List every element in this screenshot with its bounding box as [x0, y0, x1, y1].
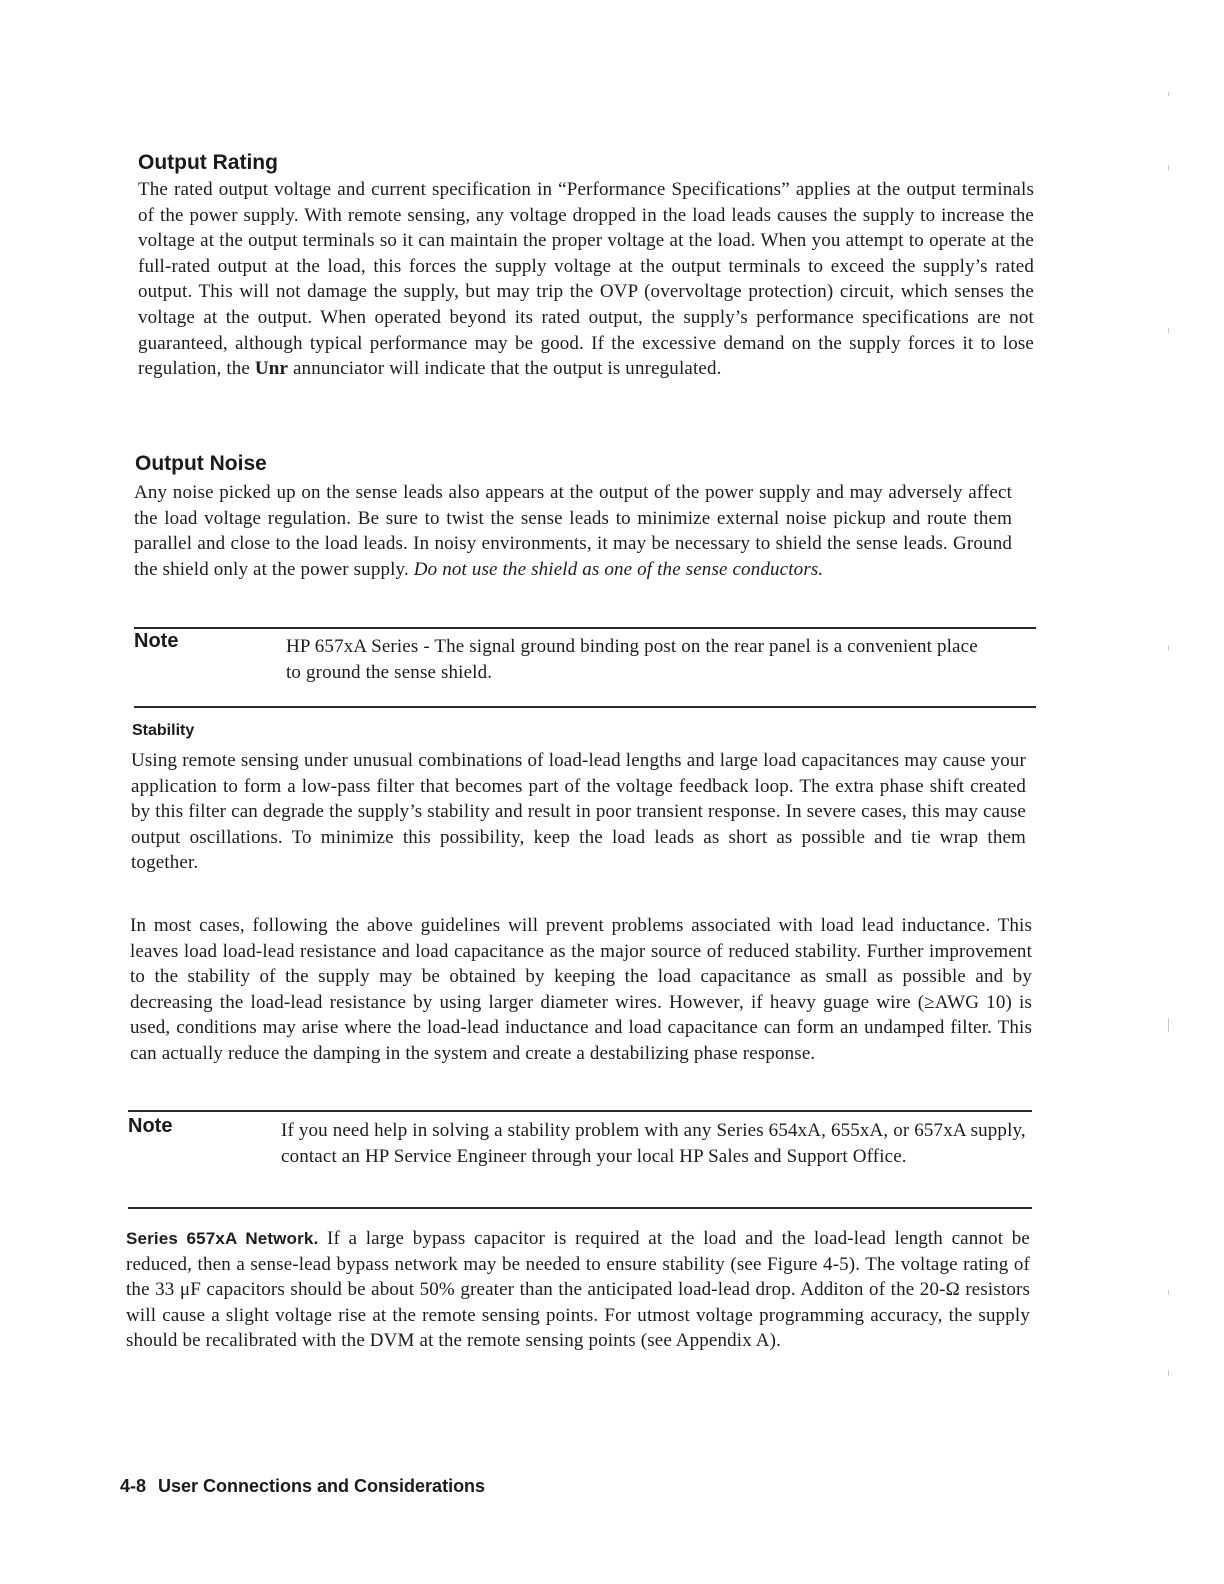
note1-text: HP 657xA Series - The signal ground binding post on the rear panel is a convenient place to ground the sense shield. [286, 636, 978, 683]
footer-chapter-title: User Connections and Considerations [158, 1476, 486, 1496]
output-rating-text-before: The rated output voltage and current specification in “Performance Specifications” applies at the output terminals of the power supply. With remote sensing, any voltage dropped in the load leads causes the supply to increase the voltage at the output terminals so it can maintain the proper voltage at the load. When you attempt to operate at the full-rated output at the load, this forces the supply voltage at the output terminals to exceed the supply’s rated output. This will not damage the supply, but may trip the OVP (overvoltage protection) circuit, which senses the voltage at the output. When operated beyond its rated output, the supply’s performance specifications are not guaranteed, although typical performance may be good. If the excessive demand on the supply forces it to lose regulation, the [138, 179, 1034, 380]
output-noise-emphasis: Do not use the shield as one of the sense conductors. [413, 558, 824, 580]
note2-label: Note [128, 1115, 173, 1137]
network-text: If a large bypass capacitor is required at the load and the load-lead length cannot be reduced, then a sense-lead bypass network may be needed to ensure stability (see Figure 4-5). The voltage rating of the 33 μF capacitors should be about 50% greater than the anticipated load-lead drop. Additon of the 20-Ω resistors will cause a slight voltage rise at the remote sensing points. For utmost voltage programming accuracy, the supply should be recalibrated with the DVM at the remote sensing points (see Appendix A). [126, 1228, 1030, 1352]
network-run-in-heading: Series 657xA Network. [126, 1229, 319, 1248]
network-paragraph [126, 1226, 1030, 1354]
scan-speck [1168, 165, 1169, 170]
note1-top-rule [134, 627, 1036, 629]
stability-paragraph-2: In most cases, following the above guidelines will prevent problems associated with load lead inductance. This leaves load load-lead resistance and load capacitance as the major source of reduced stability. Further improvement to the stability of the supply may be obtained by keeping the load capacitance as small as possible and by decreasing the load-lead resistance by using larger diameter wires. However, if heavy guage wire (≥AWG 10) is used, conditions may arise where the load-lead inductance and load capacitance can form an undamped filter. This can actually reduce the damping in the system and create a destabilizing phase response. [130, 915, 1032, 1064]
note1-bottom-rule [134, 706, 1036, 708]
note1-label: Note [134, 630, 179, 652]
page-footer [120, 1476, 485, 1497]
output-rating-text-after: annunciator will indicate that the output is unregulated. [288, 358, 722, 380]
note2-text: If you need help in solving a stability problem with any Series 654xA, 655xA, or 657xA supply, contact an HP Service Engineer through your local HP Sales and Support Office. [281, 1120, 1026, 1167]
output-rating-paragraph [138, 177, 1034, 382]
note2-bottom-rule [128, 1207, 1032, 1209]
output-noise-heading: Output Noise [135, 452, 267, 475]
note2-top-rule [128, 1110, 1032, 1112]
scan-speck [1168, 646, 1169, 650]
scan-speck [1168, 1018, 1169, 1032]
unr-annunciator-label: Unr [254, 358, 289, 380]
stability-paragraph-1: Using remote sensing under unusual combinations of load-lead lengths and large load capacitances may cause your application to form a low-pass filter that becomes part of the voltage feedback loop. The extra phase shift created by this filter can degrade the supply’s stability and result in poor transient response. In severe cases, this may cause output oscillations. To minimize this possibility, keep the load leads as short as possible and tie wrap them together. [131, 750, 1026, 874]
footer-page-number: 4-8 [120, 1476, 147, 1496]
scan-speck [1168, 1370, 1169, 1376]
scan-speck [1168, 1290, 1169, 1295]
output-noise-text: Any noise picked up on the sense leads also appears at the output of the power supply and may adversely affect the load voltage regulation. Be sure to twist the sense leads to minimize external noise pickup and route them parallel and close to the load leads. In noisy environments, it may be necessary to shield the sense leads. Ground the shield only at the power supply. [134, 482, 1012, 580]
output-noise-paragraph [134, 480, 1012, 582]
output-rating-heading: Output Rating [138, 151, 278, 174]
stability-heading: Stability [132, 722, 195, 739]
scan-speck [1168, 328, 1169, 333]
scan-speck [1168, 92, 1169, 96]
